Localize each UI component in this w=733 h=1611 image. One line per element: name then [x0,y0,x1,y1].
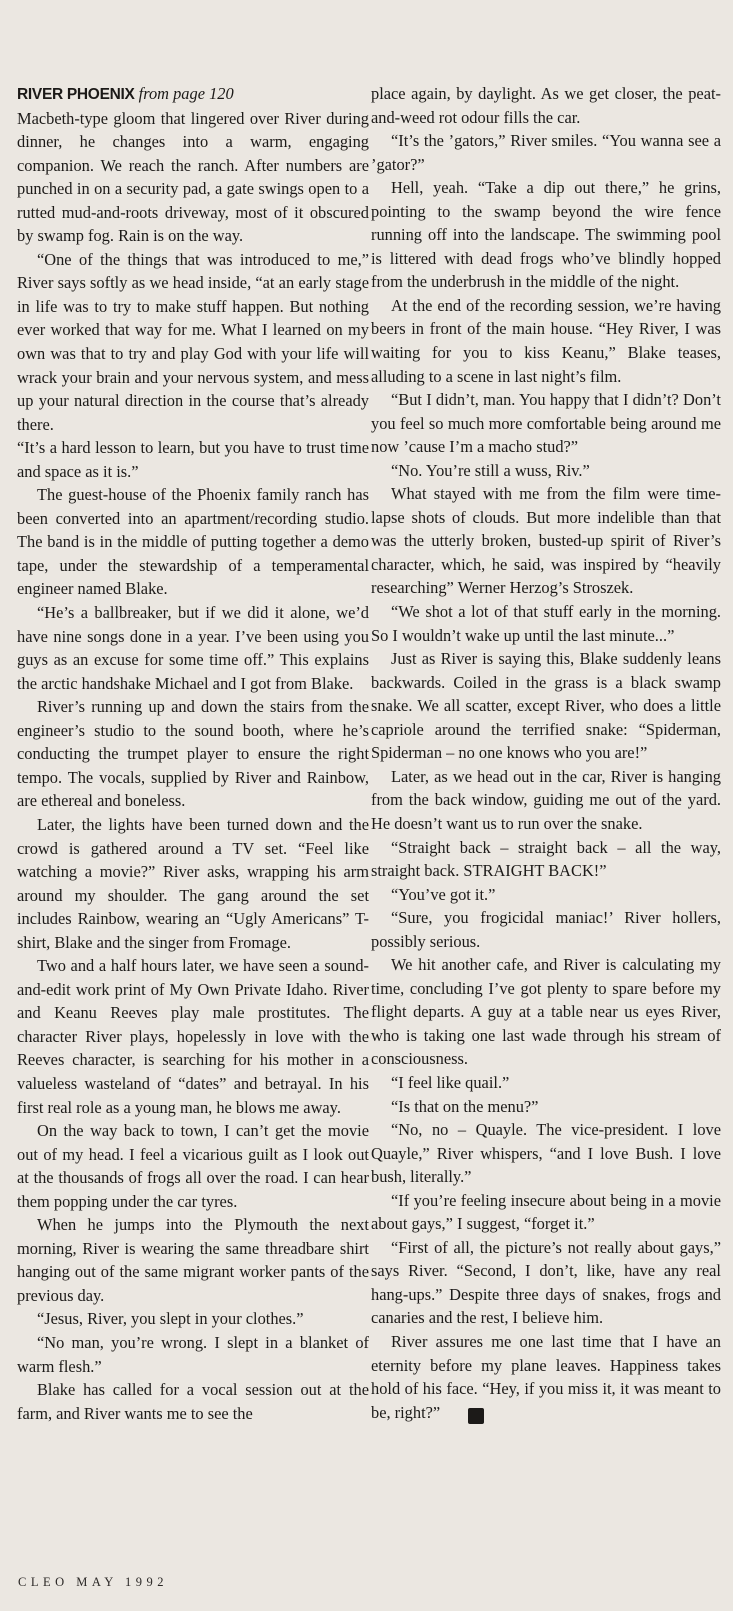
paragraph: Later, as we head out in the car, River is hanging from the back window, guiding me out of the yard. He doesn’t want us to run over the snake. [371,766,721,833]
paragraph: Blake has called for a vocal session out at the farm, and River wants me to see the [17,1380,369,1423]
paragraph: “I feel like quail.” [391,1072,510,1092]
paragraph: “Jesus, River, you slept in your clothes.” [37,1309,304,1329]
paragraph: What stayed with me from the film were time-lapse shots of clouds. But more indelible than that was the utterly broken, busted-up spirit of River’s character, which, he said, was inspired by “heavily researching” Werner Herzog’s Stroszek. [371,484,721,598]
paragraph: When he jumps into the Plymouth the next morning, River is wearing the same threadbare shirt hanging out of the same migrant worker pants of the previous day. [17,1215,369,1305]
paragraph: “No. You’re still a wuss, Riv.” [391,460,590,480]
left-column [17,82,369,1425]
paragraph: Later, the lights have been turned down and the crowd is gathered around a TV set. “Feel like watching a movie?” River asks, wrapping his arm around my shoulder. The gang around the set includes Rainbow, wearing an “Ugly Americans” T-shirt, Blake and the singer from Fromage. [17,814,369,952]
paragraph: The guest-house of the Phoenix family ranch has been converted into an apartment/recording studio. The band is in the middle of putting together a demo tape, under the stewardship of a temperamental engineer named Blake. [17,485,369,599]
paragraph: “First of all, the picture’s not really about gays,” says River. “Second, I don’t, like, have any real hang-ups.” Despite three days of snakes, frogs and canaries and the rest, I believe him. [371,1237,721,1328]
paragraph: “One of the things that was introduced to me,” River says softly as we head inside, “at an early stage in life was to try to make stuff happen. But nothing ever worked that way for me. What I learned on my own was that to try and play God with your life will wrack your brain and your nervous system, and mess up your natural direction in the course that’s already there. [17,249,369,434]
paragraph: “No, no – Quayle. The vice-president. I love Quayle,” River whispers, “and I love Bush. I love bush, literally.” [371,1120,721,1187]
end-of-article-icon: C [468,1408,484,1424]
paragraph: We hit another cafe, and River is calculating my time, concluding I’ve got plenty to spare before my flight departs. A guy at a table near us eyes River, who is taking one last wade through his stream of consciousness. [371,955,721,1069]
paragraph: “He’s a ballbreaker, but if we did it alone, we’d have nine songs done in a year. I’ve been using you guys as an excuse for some time off.” This explains the arctic handshake Michael and I got from Blake. [17,603,369,693]
paragraph: Just as River is saying this, Blake suddenly leans backwards. Coiled in the grass is a black swamp snake. We all scatter, except River, who does a little capriole around the terrified snake: “Spiderman, Spiderman – no one knows who you are!” [371,649,721,763]
paragraph: “Sure, you frogicidal maniac!’ River hollers, possibly serious. [371,908,721,951]
paragraph: “Straight back – straight back – all the way, straight back. STRAIGHT BACK!” [371,837,721,881]
paragraph: At the end of the recording session, we’re having beers in front of the main house. “Hey River, I was waiting for you to kiss Keanu,” Blake teases, alluding to a scene in last night’s film. [371,295,721,386]
right-column [371,82,721,1424]
paragraph: “We shot a lot of that stuff early in the morning. So I wouldn’t wake up until the last minute...” [371,602,721,645]
paragraph: “But I didn’t, man. You happy that I didn’t? Don’t you feel so much more comfortable being around me now ’cause I’m a macho stud?” [371,390,721,457]
paragraph: “You’ve got it.” [391,884,496,904]
continued-from: from page 120 [138,84,234,103]
paragraph: Two and a half hours later, we have seen a sound-and-edit work print of My Own Private Idaho. River and Keanu Reeves play male prostitutes. The character River plays, hopelessly in love with the Reeves character, is searching for his mother in a valueless wasteland of “dates” and betrayal. In his first real role as a young man, he blows me away. [17,956,369,1117]
paragraph: River’s running up and down the stairs from the engineer’s studio to the sound booth, where he’s conducting the trumpet player to ensure the right tempo. The vocals, supplied by River and Rainbow, are ethereal and boneless. [17,697,369,811]
paragraph: Hell, yeah. “Take a dip out there,” he grins, pointing to the swamp beyond the wire fence running off into the landscape. The swimming pool is littered with dead frogs who’ve blindly hopped from the underbrush in the middle of the night. [371,178,721,292]
page-footer: CLEO MAY 1992 [18,1575,168,1589]
paragraph: “If you’re feeling insecure about being in a movie about gays,” I suggest, “forget it.” [371,1190,721,1234]
paragraph: “It’s a hard lesson to learn, but you have to trust time and space as it is.” [17,438,369,481]
paragraph: place again, by daylight. As we get closer, the peat-and-weed rot odour fills the car. [371,84,721,127]
paragraph: “Is that on the menu?” [391,1096,539,1116]
continued-kicker: RIVER PHOENIX [17,86,135,103]
paragraph: River assures me one last time that I have an eternity before my plane leaves. Happiness takes hold of his face. “Hey, if you miss it, it was meant to be, right?” C [371,1331,721,1423]
paragraph: “It’s the ’gators,” River smiles. “You wanna see a ’gator?” [371,131,721,174]
paragraph: On the way back to town, I can’t get the movie out of my head. I feel a vicarious guilt as I look out at the thousands of frogs all over the road. I can hear them popping under the car tyres. [17,1121,369,1211]
paragraph: RIVER PHOENIX from page 120 Macbeth-type gloom that lingered over River during dinner, he changes into a warm, engaging companion. We reach the ranch. After numbers are punched in on a security pad, a gate swings open to a rutted mud-and-roots driveway, most of it obscured by swamp fog. Rain is on the way. [17,84,369,246]
paragraph: “No man, you’re wrong. I slept in a blanket of warm flesh.” [17,1332,369,1376]
